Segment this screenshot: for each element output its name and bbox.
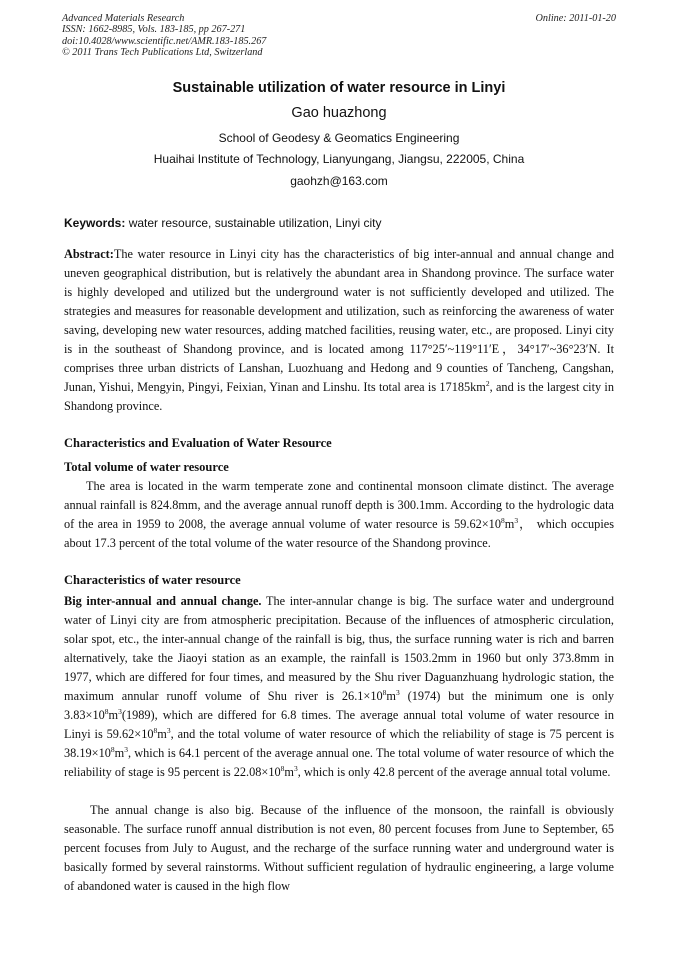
paragraph-annual-change: The annual change is also big. Because of the influence of the monsoon, the rainfall is obviously seasonable. The surface runoff annual distribution is not even, 80 percent focuses from June to September, 65 percent focuses from July to August, and the recharge of the surface running water and underground water is basically formed by several rainstorms. Without sufficient regulation of hydraulic engineering, a large volume of abandoned water is caused in the high flow: [64, 803, 614, 893]
paper-title: Sustainable utilization of water resource in Linyi: [172, 80, 506, 96]
text-run: m: [114, 746, 125, 760]
superscript: 3: [514, 516, 519, 525]
superscript: 3: [166, 726, 171, 735]
affiliation-institute: Huaihai Institute of Technology, Lianyungang, Jiangsu, 222005, China: [153, 152, 525, 166]
text-run: , and the total volume of water resource of which the reliability of stage is 75 percent is 38.19×10: [64, 727, 614, 760]
journal-name: Advanced Materials Research: [62, 13, 185, 24]
abstract: [64, 245, 614, 416]
doi-line: doi:10.4028/www.scientific.net/AMR.183-185.267: [62, 35, 267, 47]
online-date: Online: 2011-01-20: [535, 13, 616, 24]
affiliation-school: School of Geodesy & Geomatics Engineering: [218, 131, 460, 145]
paragraph-characteristics: [64, 592, 614, 782]
keywords: [64, 216, 614, 230]
keywords-text: water resource, sustainable utilization, Linyi city: [125, 216, 382, 230]
superscript: 2: [485, 379, 490, 388]
subsection-heading-characteristics: Characteristics of water resource: [64, 573, 241, 587]
text-run: The area is located in the warm temperate zone and continental monsoon climate distinct. The average annual rainfall is 824.8mm, and the average annual runoff depth is 300.1mm. According to the hydrologic data of the area in 1959 to 2008, the average annual volume of water resource is 59.62×10: [64, 479, 614, 531]
text-run: ， which occupies about 17.3 percent of the total volume of the water resource of the Shandong province.: [64, 517, 614, 550]
superscript: 8: [153, 726, 158, 735]
text-run: m: [386, 689, 396, 703]
author-email: gaohzh@163.com: [290, 174, 388, 188]
superscript: 3: [124, 745, 128, 754]
keywords-label: Keywords:: [64, 216, 126, 230]
abstract-text: The water resource in Linyi city has the characteristics of big inter-annual and annual change and uneven geographical distribution, but is relatively the abundant area in Shandong province. The surface water is highly developed and utilized but the underground water is not sufficiently developed and utilized. The strategies and measures for reasonable development and utilization, such as reinforcing the awareness of water saving, developing new water resources, adding matched facilities, reusing water, etc., are proposed. Linyi city is in the southeast of Shandong province, and is located among 117°25′~119°11′E，34°17′~36°23′N. It comprises three urban districts of Lanshan, Luozhuang and Hedong and 9 counties of Tancheng, Cangshan, Junan, Yishui, Mengyin, Pingyi, Feixian, Yinan and Linshu. Its total area is 17185km: [64, 247, 614, 394]
superscript: 8: [110, 745, 115, 754]
superscript: 3: [118, 707, 122, 716]
author-name: Gao huazhong: [291, 105, 387, 121]
text-run: m: [504, 517, 515, 531]
text-run: m: [108, 708, 119, 722]
text-run: , which is only 42.8 percent of the average annual total volume.: [297, 765, 611, 779]
copyright-line: © 2011 Trans Tech Publications Ltd, Switzerland: [62, 47, 263, 59]
text-run: m: [284, 765, 294, 779]
abstract-label: Abstract:: [64, 247, 114, 261]
section-heading: Characteristics and Evaluation of Water Resource: [64, 436, 332, 450]
paragraph-total-volume: [64, 477, 614, 553]
text-run: (1974) but the minimum one is only 3.83×10: [64, 689, 614, 722]
superscript: 8: [500, 516, 505, 525]
superscript: 8: [382, 688, 387, 697]
issn-line: ISSN: 1662-8985, Vols. 183-185, pp 267-271: [62, 24, 246, 36]
text-run: (1989), which are differed for 6.8 times. The average annual total volume of water resource in Linyi is 59.62×10: [64, 708, 614, 741]
text-run: , which is 64.1 percent of the average annual one. The total volume of water resource of which the reliability of stage is 95 percent is 22.08×10: [64, 746, 614, 779]
abstract-text-end: , and is the largest city in Shandong province.: [64, 380, 614, 413]
superscript: 3: [293, 764, 298, 773]
paragraph-lead: Big inter-annual and annual change.: [64, 594, 262, 608]
superscript: 3: [395, 688, 400, 697]
journal-header: [62, 13, 266, 59]
subsection-heading-total: Total volume of water resource: [64, 460, 229, 474]
superscript: 8: [104, 707, 109, 716]
superscript: 8: [280, 764, 285, 773]
text-run: m: [157, 727, 167, 741]
text-run: The inter-annular change is big. The surface water and underground water of Linyi city are from atmospheric precipitation. Because of the influences of atmospheric circulation, solar spot, etc., the inter-annual change of the rainfall is big, thus, the surface running water is rich and barren alternatively, take the Jiaoyi station as an example, the rainfall is 1503.2mm in 1960 but only 373.8mm in 1977, which are differed for four times, and measured by the Shu river Daguanzhuang hydrologic station, the maximum annular runoff volume of Shu river is 26.1×10: [64, 594, 614, 703]
